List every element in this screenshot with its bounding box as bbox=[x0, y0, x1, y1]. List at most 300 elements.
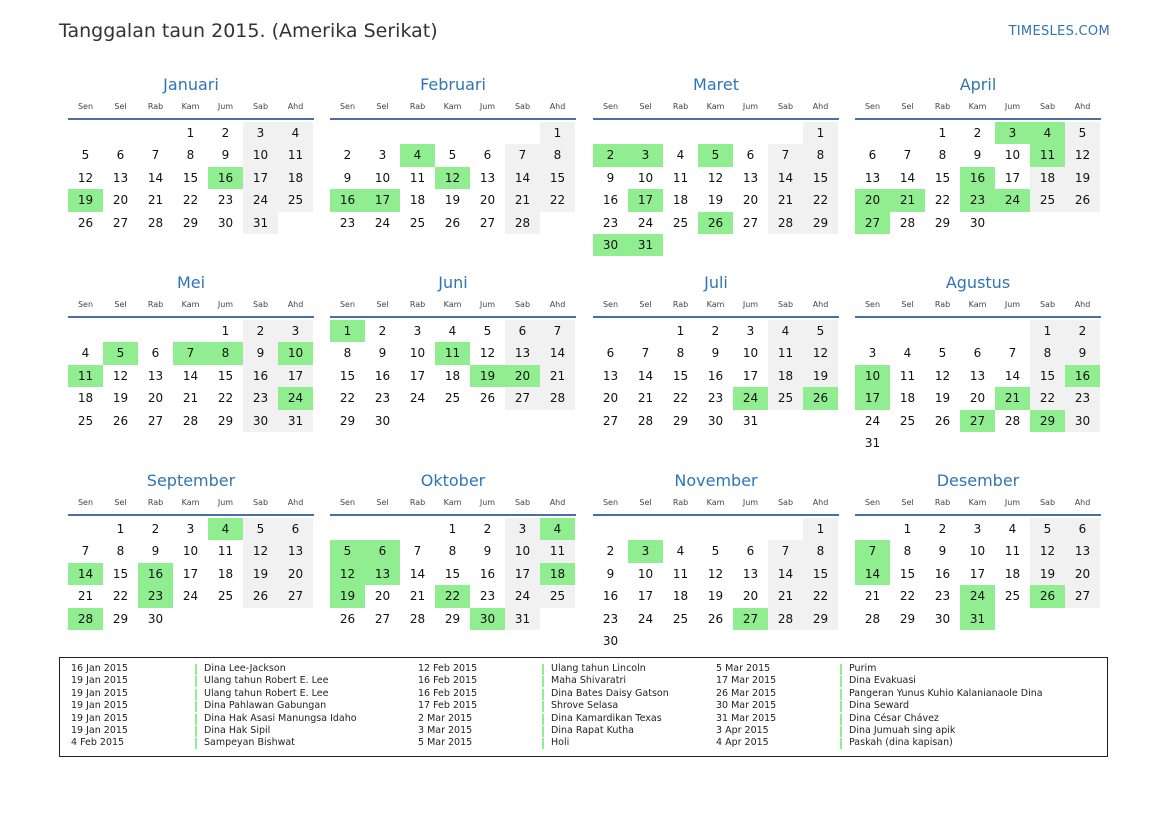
weekday-label: Rab bbox=[672, 102, 689, 111]
day-cell: 4 bbox=[676, 544, 685, 559]
holiday-day-cell: 17 bbox=[365, 189, 400, 211]
weekday-label: Sen bbox=[602, 300, 619, 309]
day-cell: 26 bbox=[1065, 189, 1100, 211]
holiday-date: 19 Jan 2015 bbox=[71, 687, 128, 699]
holiday-day-cell: 27 bbox=[855, 212, 890, 234]
day-cell: 25 bbox=[1004, 589, 1021, 604]
legend-column bbox=[60, 663, 414, 750]
day-cell: 15 bbox=[112, 566, 129, 581]
holiday-name: Sampeyan Bishwat bbox=[204, 737, 295, 749]
holiday-date: 19 Jan 2015 bbox=[71, 675, 128, 687]
day-cell: 5 bbox=[243, 518, 278, 540]
day-cell: 12 bbox=[934, 368, 951, 383]
weekday-label: Ahd bbox=[549, 498, 566, 507]
day-cell: 10 bbox=[243, 144, 278, 166]
day-cell: 31 bbox=[278, 410, 313, 432]
day-cell: 5 bbox=[81, 148, 90, 163]
day-cell: 5 bbox=[1030, 518, 1065, 540]
day-cell: 11 bbox=[899, 368, 916, 383]
legend-row bbox=[705, 688, 1059, 700]
holiday-day-cell: 3 bbox=[995, 122, 1030, 144]
day-cell: 19 bbox=[707, 589, 724, 604]
day-cell: 8 bbox=[803, 144, 838, 166]
month-block bbox=[330, 74, 576, 234]
day-cell: 14 bbox=[505, 167, 540, 189]
holiday-day-cell: 10 bbox=[855, 365, 890, 387]
empty-cell bbox=[400, 122, 435, 144]
holiday-name: Dina Hak Sipil bbox=[204, 724, 271, 736]
holiday-day-cell: 7 bbox=[173, 342, 208, 364]
weekday-label: Jum bbox=[479, 498, 496, 507]
day-cell: 14 bbox=[409, 566, 426, 581]
holiday-day-cell: 23 bbox=[960, 189, 995, 211]
month-name: Maret bbox=[693, 75, 739, 94]
day-cell: 26 bbox=[243, 585, 278, 607]
empty-cell bbox=[138, 122, 173, 144]
day-cell: 28 bbox=[182, 413, 199, 428]
day-cell: 17 bbox=[1004, 170, 1021, 185]
holiday-name: Dina Bates Daisy Gatson bbox=[551, 687, 669, 699]
weekday-label: Sen bbox=[77, 102, 94, 111]
day-cell: 25 bbox=[768, 387, 803, 409]
day-cell: 15 bbox=[899, 566, 916, 581]
weekday-header bbox=[593, 102, 839, 120]
day-cell: 2 bbox=[221, 126, 230, 140]
day-cell: 13 bbox=[505, 342, 540, 364]
day-cell: 15 bbox=[339, 368, 356, 383]
day-cell: 27 bbox=[147, 413, 164, 428]
empty-cell bbox=[103, 320, 138, 342]
weekday-label: Sab bbox=[777, 300, 794, 309]
empty-cell bbox=[505, 122, 540, 144]
weekday-label: Sel bbox=[376, 300, 389, 309]
holiday-name: Paskah (dina kapisan) bbox=[849, 737, 953, 749]
day-cell: 27 bbox=[112, 215, 129, 230]
day-cell: 29 bbox=[182, 215, 199, 230]
holiday-date: 16 Feb 2015 bbox=[418, 675, 478, 687]
day-cell: 6 bbox=[1065, 518, 1100, 540]
day-grid bbox=[593, 120, 838, 256]
day-cell: 8 bbox=[448, 544, 457, 559]
day-cell: 29 bbox=[899, 611, 916, 626]
day-cell: 13 bbox=[969, 368, 986, 383]
day-cell: 27 bbox=[479, 215, 496, 230]
day-cell: 10 bbox=[637, 566, 654, 581]
weekday-label: Ahd bbox=[1074, 498, 1091, 507]
holiday-day-cell: 2 bbox=[593, 144, 628, 166]
legend-row bbox=[60, 663, 414, 675]
day-cell: 18 bbox=[1004, 566, 1021, 581]
day-cell: 28 bbox=[768, 212, 803, 234]
weekday-header bbox=[855, 300, 1101, 318]
day-cell: 22 bbox=[217, 391, 234, 406]
empty-cell bbox=[995, 320, 1030, 342]
day-cell: 10 bbox=[182, 544, 199, 559]
legend-row bbox=[60, 725, 414, 737]
day-cell: 23 bbox=[707, 391, 724, 406]
day-cell: 20 bbox=[742, 589, 759, 604]
holiday-marker bbox=[840, 689, 842, 700]
day-cell: 12 bbox=[1030, 540, 1065, 562]
day-cell: 3 bbox=[243, 122, 278, 144]
day-cell: 24 bbox=[637, 215, 654, 230]
day-cell: 23 bbox=[934, 589, 951, 604]
weekday-label: Sab bbox=[1039, 102, 1056, 111]
day-cell: 31 bbox=[864, 435, 881, 450]
day-cell: 6 bbox=[606, 346, 615, 361]
site-link[interactable]: TIMESLES.COM bbox=[1008, 24, 1110, 39]
day-cell: 13 bbox=[278, 540, 313, 562]
day-cell: 5 bbox=[1065, 122, 1100, 144]
day-cell: 16 bbox=[602, 589, 619, 604]
empty-cell bbox=[593, 518, 628, 540]
weekday-label: Rab bbox=[934, 102, 951, 111]
day-cell: 1 bbox=[676, 324, 685, 338]
weekday-label: Sen bbox=[339, 102, 356, 111]
day-cell: 10 bbox=[742, 346, 759, 361]
day-cell: 22 bbox=[934, 193, 951, 208]
holiday-day-cell: 4 bbox=[208, 518, 243, 540]
day-cell: 23 bbox=[339, 215, 356, 230]
day-cell: 2 bbox=[938, 522, 947, 536]
day-cell: 22 bbox=[339, 391, 356, 406]
weekday-header bbox=[855, 498, 1101, 516]
day-cell: 20 bbox=[479, 193, 496, 208]
day-cell: 6 bbox=[746, 148, 755, 163]
day-cell: 22 bbox=[1030, 387, 1065, 409]
day-cell: 23 bbox=[602, 215, 619, 230]
weekday-label: Ahd bbox=[287, 102, 304, 111]
day-cell: 9 bbox=[243, 342, 278, 364]
day-cell: 1 bbox=[448, 522, 457, 536]
weekday-label: Kam bbox=[181, 498, 200, 507]
holiday-day-cell: 4 bbox=[1030, 122, 1065, 144]
day-cell: 18 bbox=[217, 566, 234, 581]
holiday-date: 26 Mar 2015 bbox=[716, 687, 777, 699]
day-cell: 28 bbox=[409, 611, 426, 626]
day-cell: 9 bbox=[1065, 342, 1100, 364]
holiday-day-cell: 14 bbox=[855, 563, 890, 585]
month-name: Januari bbox=[163, 75, 219, 94]
holiday-date: 5 Mar 2015 bbox=[716, 663, 771, 674]
holiday-date: 17 Mar 2015 bbox=[716, 675, 777, 687]
day-cell: 26 bbox=[934, 413, 951, 428]
day-cell: 13 bbox=[1065, 540, 1100, 562]
holiday-day-cell: 24 bbox=[960, 585, 995, 607]
holiday-name: Dina Kamardikan Texas bbox=[551, 712, 662, 724]
legend-column bbox=[705, 663, 1059, 750]
day-cell: 13 bbox=[602, 368, 619, 383]
holiday-date: 19 Jan 2015 bbox=[71, 712, 128, 724]
weekday-header bbox=[68, 102, 314, 120]
day-cell: 13 bbox=[147, 368, 164, 383]
day-cell: 13 bbox=[742, 170, 759, 185]
weekday-label: Sen bbox=[339, 498, 356, 507]
weekday-label: Jum bbox=[742, 300, 759, 309]
day-cell: 10 bbox=[969, 544, 986, 559]
day-cell: 26 bbox=[479, 391, 496, 406]
weekday-label: Sel bbox=[114, 300, 127, 309]
day-cell: 11 bbox=[672, 170, 689, 185]
day-cell: 1 bbox=[116, 522, 125, 536]
day-cell: 11 bbox=[278, 144, 313, 166]
empty-cell bbox=[768, 518, 803, 540]
month-name: Agustus bbox=[945, 273, 1011, 292]
day-cell: 7 bbox=[81, 544, 90, 559]
day-cell: 4 bbox=[81, 346, 90, 361]
holiday-day-cell: 11 bbox=[68, 365, 103, 387]
weekday-label: Sab bbox=[514, 102, 531, 111]
weekday-label: Ahd bbox=[1074, 300, 1091, 309]
holiday-marker bbox=[840, 664, 842, 675]
weekday-label: Rab bbox=[672, 300, 689, 309]
weekday-label: Kam bbox=[181, 102, 200, 111]
empty-cell bbox=[855, 518, 890, 540]
weekday-header bbox=[330, 498, 576, 516]
month-block bbox=[68, 470, 314, 630]
empty-cell bbox=[698, 122, 733, 144]
weekday-label: Jum bbox=[479, 300, 496, 309]
day-cell: 21 bbox=[77, 589, 94, 604]
day-cell: 13 bbox=[112, 170, 129, 185]
holiday-day-cell: 21 bbox=[890, 189, 925, 211]
day-cell: 19 bbox=[243, 563, 278, 585]
holiday-marker bbox=[542, 701, 544, 712]
weekday-label: Kam bbox=[968, 498, 987, 507]
day-cell: 25 bbox=[899, 413, 916, 428]
day-cell: 7 bbox=[1008, 346, 1017, 361]
empty-cell bbox=[173, 320, 208, 342]
holiday-date: 4 Feb 2015 bbox=[71, 737, 125, 749]
holiday-day-cell: 12 bbox=[435, 167, 470, 189]
day-cell: 22 bbox=[112, 589, 129, 604]
day-cell: 6 bbox=[746, 544, 755, 559]
holiday-date: 30 Mar 2015 bbox=[716, 700, 777, 712]
weekday-label: Rab bbox=[672, 498, 689, 507]
holiday-name: Holi bbox=[551, 737, 570, 749]
month-block bbox=[593, 470, 839, 652]
day-cell: 8 bbox=[903, 544, 912, 559]
holiday-day-cell: 26 bbox=[1030, 585, 1065, 607]
holiday-name: Shrove Selasa bbox=[551, 700, 619, 712]
weekday-label: Sel bbox=[114, 102, 127, 111]
weekday-header bbox=[593, 300, 839, 318]
day-cell: 10 bbox=[505, 540, 540, 562]
holiday-day-cell: 18 bbox=[540, 563, 575, 585]
day-cell: 11 bbox=[1004, 544, 1021, 559]
day-cell: 20 bbox=[112, 193, 129, 208]
weekday-label: Sen bbox=[864, 102, 881, 111]
weekday-header bbox=[330, 102, 576, 120]
day-cell: 3 bbox=[505, 518, 540, 540]
day-cell: 28 bbox=[637, 413, 654, 428]
holiday-day-cell: 20 bbox=[505, 365, 540, 387]
day-cell: 22 bbox=[182, 193, 199, 208]
weekday-label: Sen bbox=[864, 300, 881, 309]
day-cell: 15 bbox=[444, 566, 461, 581]
legend-row bbox=[60, 700, 414, 712]
day-cell: 9 bbox=[606, 170, 615, 185]
weekday-label: Rab bbox=[934, 300, 951, 309]
day-cell: 8 bbox=[186, 148, 195, 163]
weekday-label: Jum bbox=[217, 300, 234, 309]
day-cell: 5 bbox=[483, 324, 492, 338]
day-cell: 19 bbox=[934, 391, 951, 406]
weekday-label: Kam bbox=[443, 300, 462, 309]
day-cell: 16 bbox=[243, 365, 278, 387]
day-cell: 30 bbox=[1065, 410, 1100, 432]
holiday-marker bbox=[542, 689, 544, 700]
empty-cell bbox=[365, 518, 400, 540]
holiday-legend bbox=[59, 657, 1108, 757]
holiday-marker bbox=[195, 701, 197, 712]
weekday-header bbox=[68, 300, 314, 318]
day-cell: 15 bbox=[672, 368, 689, 383]
day-cell: 14 bbox=[637, 368, 654, 383]
day-cell: 21 bbox=[768, 585, 803, 607]
holiday-day-cell: 12 bbox=[330, 563, 365, 585]
holiday-day-cell: 5 bbox=[698, 144, 733, 166]
weekday-label: Sel bbox=[901, 102, 914, 111]
empty-cell bbox=[855, 320, 890, 342]
day-cell: 6 bbox=[278, 518, 313, 540]
holiday-date: 16 Jan 2015 bbox=[71, 663, 128, 674]
day-cell: 19 bbox=[707, 193, 724, 208]
day-cell: 7 bbox=[413, 544, 422, 559]
weekday-label: Sen bbox=[77, 300, 94, 309]
legend-row bbox=[705, 713, 1059, 725]
month-name: Februari bbox=[420, 75, 486, 94]
day-cell: 12 bbox=[77, 170, 94, 185]
day-grid bbox=[330, 318, 575, 432]
day-cell: 6 bbox=[973, 346, 982, 361]
day-cell: 12 bbox=[707, 566, 724, 581]
day-cell: 9 bbox=[343, 170, 352, 185]
day-cell: 22 bbox=[803, 189, 838, 211]
holiday-date: 19 Jan 2015 bbox=[71, 724, 128, 736]
weekday-label: Kam bbox=[181, 300, 200, 309]
empty-cell bbox=[68, 320, 103, 342]
day-cell: 10 bbox=[409, 346, 426, 361]
holiday-date: 2 Mar 2015 bbox=[418, 712, 473, 724]
day-cell: 19 bbox=[112, 391, 129, 406]
holiday-day-cell: 31 bbox=[628, 234, 663, 256]
weekday-label: Sab bbox=[514, 300, 531, 309]
empty-cell bbox=[68, 122, 103, 144]
day-cell: 18 bbox=[768, 365, 803, 387]
empty-cell bbox=[628, 122, 663, 144]
day-cell: 24 bbox=[243, 189, 278, 211]
weekday-header bbox=[593, 498, 839, 516]
holiday-name: Ulang tahun Lincoln bbox=[551, 663, 646, 674]
day-cell: 7 bbox=[540, 320, 575, 342]
day-cell: 15 bbox=[217, 368, 234, 383]
day-cell: 4 bbox=[278, 122, 313, 144]
day-cell: 27 bbox=[505, 387, 540, 409]
weekday-label: Sab bbox=[514, 498, 531, 507]
weekday-label: Sen bbox=[339, 300, 356, 309]
day-cell: 27 bbox=[1065, 585, 1100, 607]
day-cell: 15 bbox=[540, 167, 575, 189]
day-cell: 23 bbox=[217, 193, 234, 208]
holiday-day-cell: 16 bbox=[960, 167, 995, 189]
day-cell: 6 bbox=[151, 346, 160, 361]
day-cell: 8 bbox=[803, 540, 838, 562]
day-cell: 11 bbox=[672, 566, 689, 581]
weekday-label: Sel bbox=[639, 300, 652, 309]
empty-cell bbox=[435, 122, 470, 144]
weekday-label: Ahd bbox=[549, 300, 566, 309]
empty-cell bbox=[960, 320, 995, 342]
day-cell: 14 bbox=[182, 368, 199, 383]
day-cell: 2 bbox=[606, 544, 615, 559]
empty-cell bbox=[68, 518, 103, 540]
day-cell: 20 bbox=[1065, 563, 1100, 585]
empty-cell bbox=[855, 122, 890, 144]
weekday-label: Sen bbox=[602, 102, 619, 111]
empty-cell bbox=[628, 518, 663, 540]
day-cell: 9 bbox=[151, 544, 160, 559]
day-cell: 2 bbox=[151, 522, 160, 536]
day-cell: 16 bbox=[934, 566, 951, 581]
day-cell: 24 bbox=[637, 611, 654, 626]
day-cell: 9 bbox=[938, 544, 947, 559]
day-cell: 30 bbox=[707, 413, 724, 428]
day-cell: 31 bbox=[505, 608, 540, 630]
day-cell: 14 bbox=[768, 563, 803, 585]
day-cell: 21 bbox=[768, 189, 803, 211]
day-cell: 16 bbox=[479, 566, 496, 581]
month-block bbox=[593, 74, 839, 256]
day-cell: 21 bbox=[409, 589, 426, 604]
month-name: September bbox=[146, 471, 236, 490]
day-cell: 17 bbox=[182, 566, 199, 581]
holiday-day-cell: 16 bbox=[330, 189, 365, 211]
day-cell: 4 bbox=[768, 320, 803, 342]
day-cell: 29 bbox=[112, 611, 129, 626]
day-cell: 17 bbox=[409, 368, 426, 383]
day-cell: 1 bbox=[903, 522, 912, 536]
holiday-marker bbox=[542, 664, 544, 675]
holiday-name: Ulang tahun Robert E. Lee bbox=[204, 687, 329, 699]
day-cell: 20 bbox=[602, 391, 619, 406]
day-cell: 1 bbox=[540, 122, 575, 144]
day-cell: 2 bbox=[343, 148, 352, 163]
holiday-name: Ulang tahun Robert E. Lee bbox=[204, 675, 329, 687]
month-block bbox=[855, 470, 1101, 630]
day-cell: 21 bbox=[540, 365, 575, 387]
empty-cell bbox=[890, 320, 925, 342]
day-cell: 30 bbox=[147, 611, 164, 626]
day-cell: 9 bbox=[711, 346, 720, 361]
holiday-marker bbox=[840, 676, 842, 687]
weekday-label: Rab bbox=[147, 300, 164, 309]
weekday-label: Ahd bbox=[287, 498, 304, 507]
day-cell: 5 bbox=[803, 320, 838, 342]
day-cell: 8 bbox=[676, 346, 685, 361]
weekday-label: Sel bbox=[901, 498, 914, 507]
day-cell: 4 bbox=[676, 148, 685, 163]
day-cell: 20 bbox=[742, 193, 759, 208]
day-cell: 3 bbox=[378, 148, 387, 163]
weekday-label: Rab bbox=[934, 498, 951, 507]
day-cell: 22 bbox=[803, 585, 838, 607]
weekday-label: Sen bbox=[602, 498, 619, 507]
day-cell: 18 bbox=[278, 167, 313, 189]
legend-row bbox=[705, 675, 1059, 687]
holiday-day-cell: 20 bbox=[855, 189, 890, 211]
weekday-label: Sen bbox=[864, 498, 881, 507]
